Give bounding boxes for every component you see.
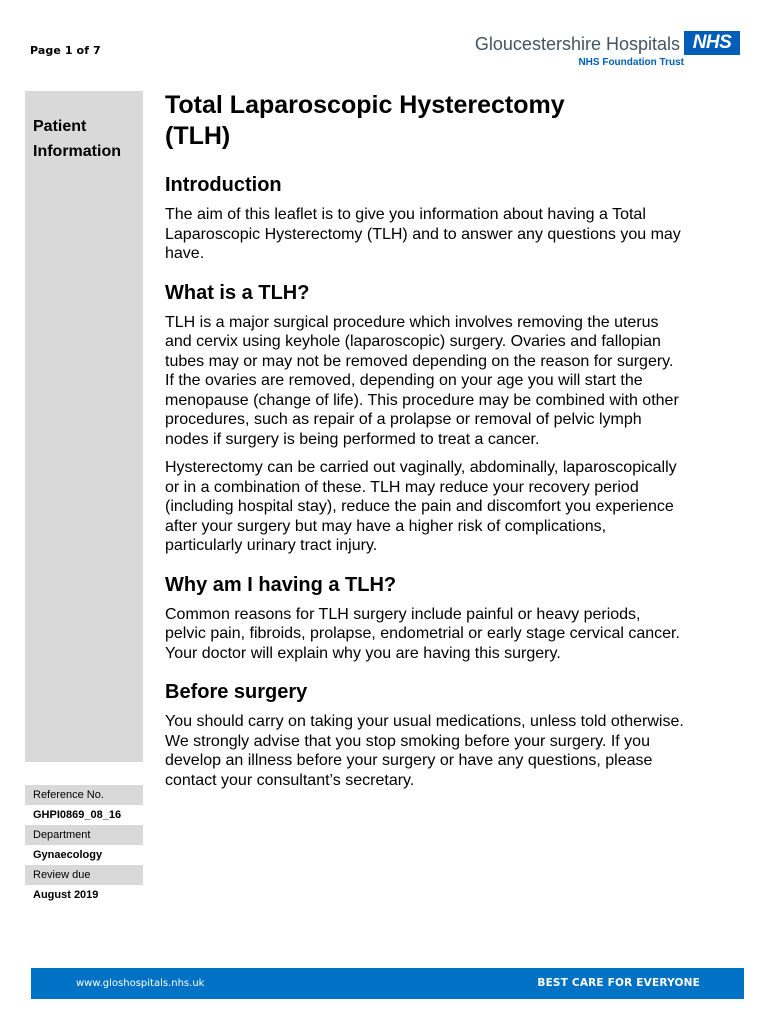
logo-trust-name: NHS Foundation Trust	[578, 57, 684, 68]
reference-value: GHPI0869_08_16	[25, 805, 143, 825]
section-heading: What is a TLH?	[165, 281, 310, 304]
footer-website-link[interactable]: www.gloshospitals.nhs.uk	[76, 978, 205, 989]
section-what-is-tlh	[165, 281, 685, 556]
footer-bar	[31, 968, 744, 999]
sidebar-label-line1: Patient	[33, 118, 87, 135]
sidebar-label	[33, 114, 121, 164]
page-number: Page 1 of 7	[30, 44, 101, 57]
section-heading: Introduction	[165, 174, 282, 196]
section-introduction	[165, 173, 685, 264]
trust-logo	[460, 31, 740, 71]
main-content	[165, 90, 685, 790]
section-heading: Before surgery	[165, 681, 308, 703]
department-label: Department	[25, 825, 143, 845]
nhs-logo-badge	[684, 31, 740, 55]
section-before-surgery	[165, 680, 685, 790]
section-paragraph: Common reasons for TLH surgery include painful or heavy periods, pelvic pain, fibroids, prolapse, endometrial or early stage cervical cancer. Your doctor will explain why you are having this surgery.	[165, 605, 680, 662]
review-label: Review due	[25, 865, 143, 885]
document-title-line1: Total Laparoscopic Hysterectomy	[165, 91, 565, 119]
document-title-line2: (TLH)	[165, 122, 231, 150]
document-title	[165, 90, 685, 152]
sidebar-panel	[25, 91, 143, 762]
logo-org-name: Gloucestershire Hospitals	[474, 34, 680, 54]
section-why-tlh	[165, 573, 685, 664]
footer-slogan: BEST CARE FOR EVERYONE	[537, 977, 700, 989]
reference-label: Reference No.	[25, 785, 143, 805]
section-paragraph: The aim of this leaflet is to give you information about having a Total Laparoscopic Hysterectomy (TLH) and to answer any questions you may have.	[165, 206, 681, 262]
section-paragraph: Hysterectomy can be carried out vaginally, abdominally, laparoscopically or in a combination of these. TLH may reduce your recovery period (including hospital stay), reduce the pain and discomfort you experience after your surgery but may have a higher risk of complications, particularly urinary tract injury.	[165, 459, 677, 554]
section-heading: Why am I having a TLH?	[165, 573, 397, 596]
department-value: Gynaecology	[25, 845, 143, 865]
nhs-logo-text: NHS	[692, 32, 732, 53]
section-paragraph: You should carry on taking your usual medications, unless told otherwise. We strongly advise that you stop smoking before your surgery. If you develop an illness before your surgery or have any questions, please contact your consultant’s secretary.	[165, 713, 684, 789]
section-paragraph: TLH is a major surgical procedure which involves removing the uterus and cervix using keyhole (laparoscopic) surgery. Ovaries and fallopian tubes may or may not be removed depending on the reason for surgery. If the ovaries are removed, depending on your age you will start the menopause (change of life). This procedure may be combined with other procedures, such as repair of a prolapse or removal of pelvic lymph nodes if surgery is being performed to treat a cancer.	[165, 313, 679, 448]
review-value: August 2019	[25, 885, 143, 905]
document-meta	[25, 785, 143, 905]
sidebar-label-line2: Information	[33, 143, 121, 160]
